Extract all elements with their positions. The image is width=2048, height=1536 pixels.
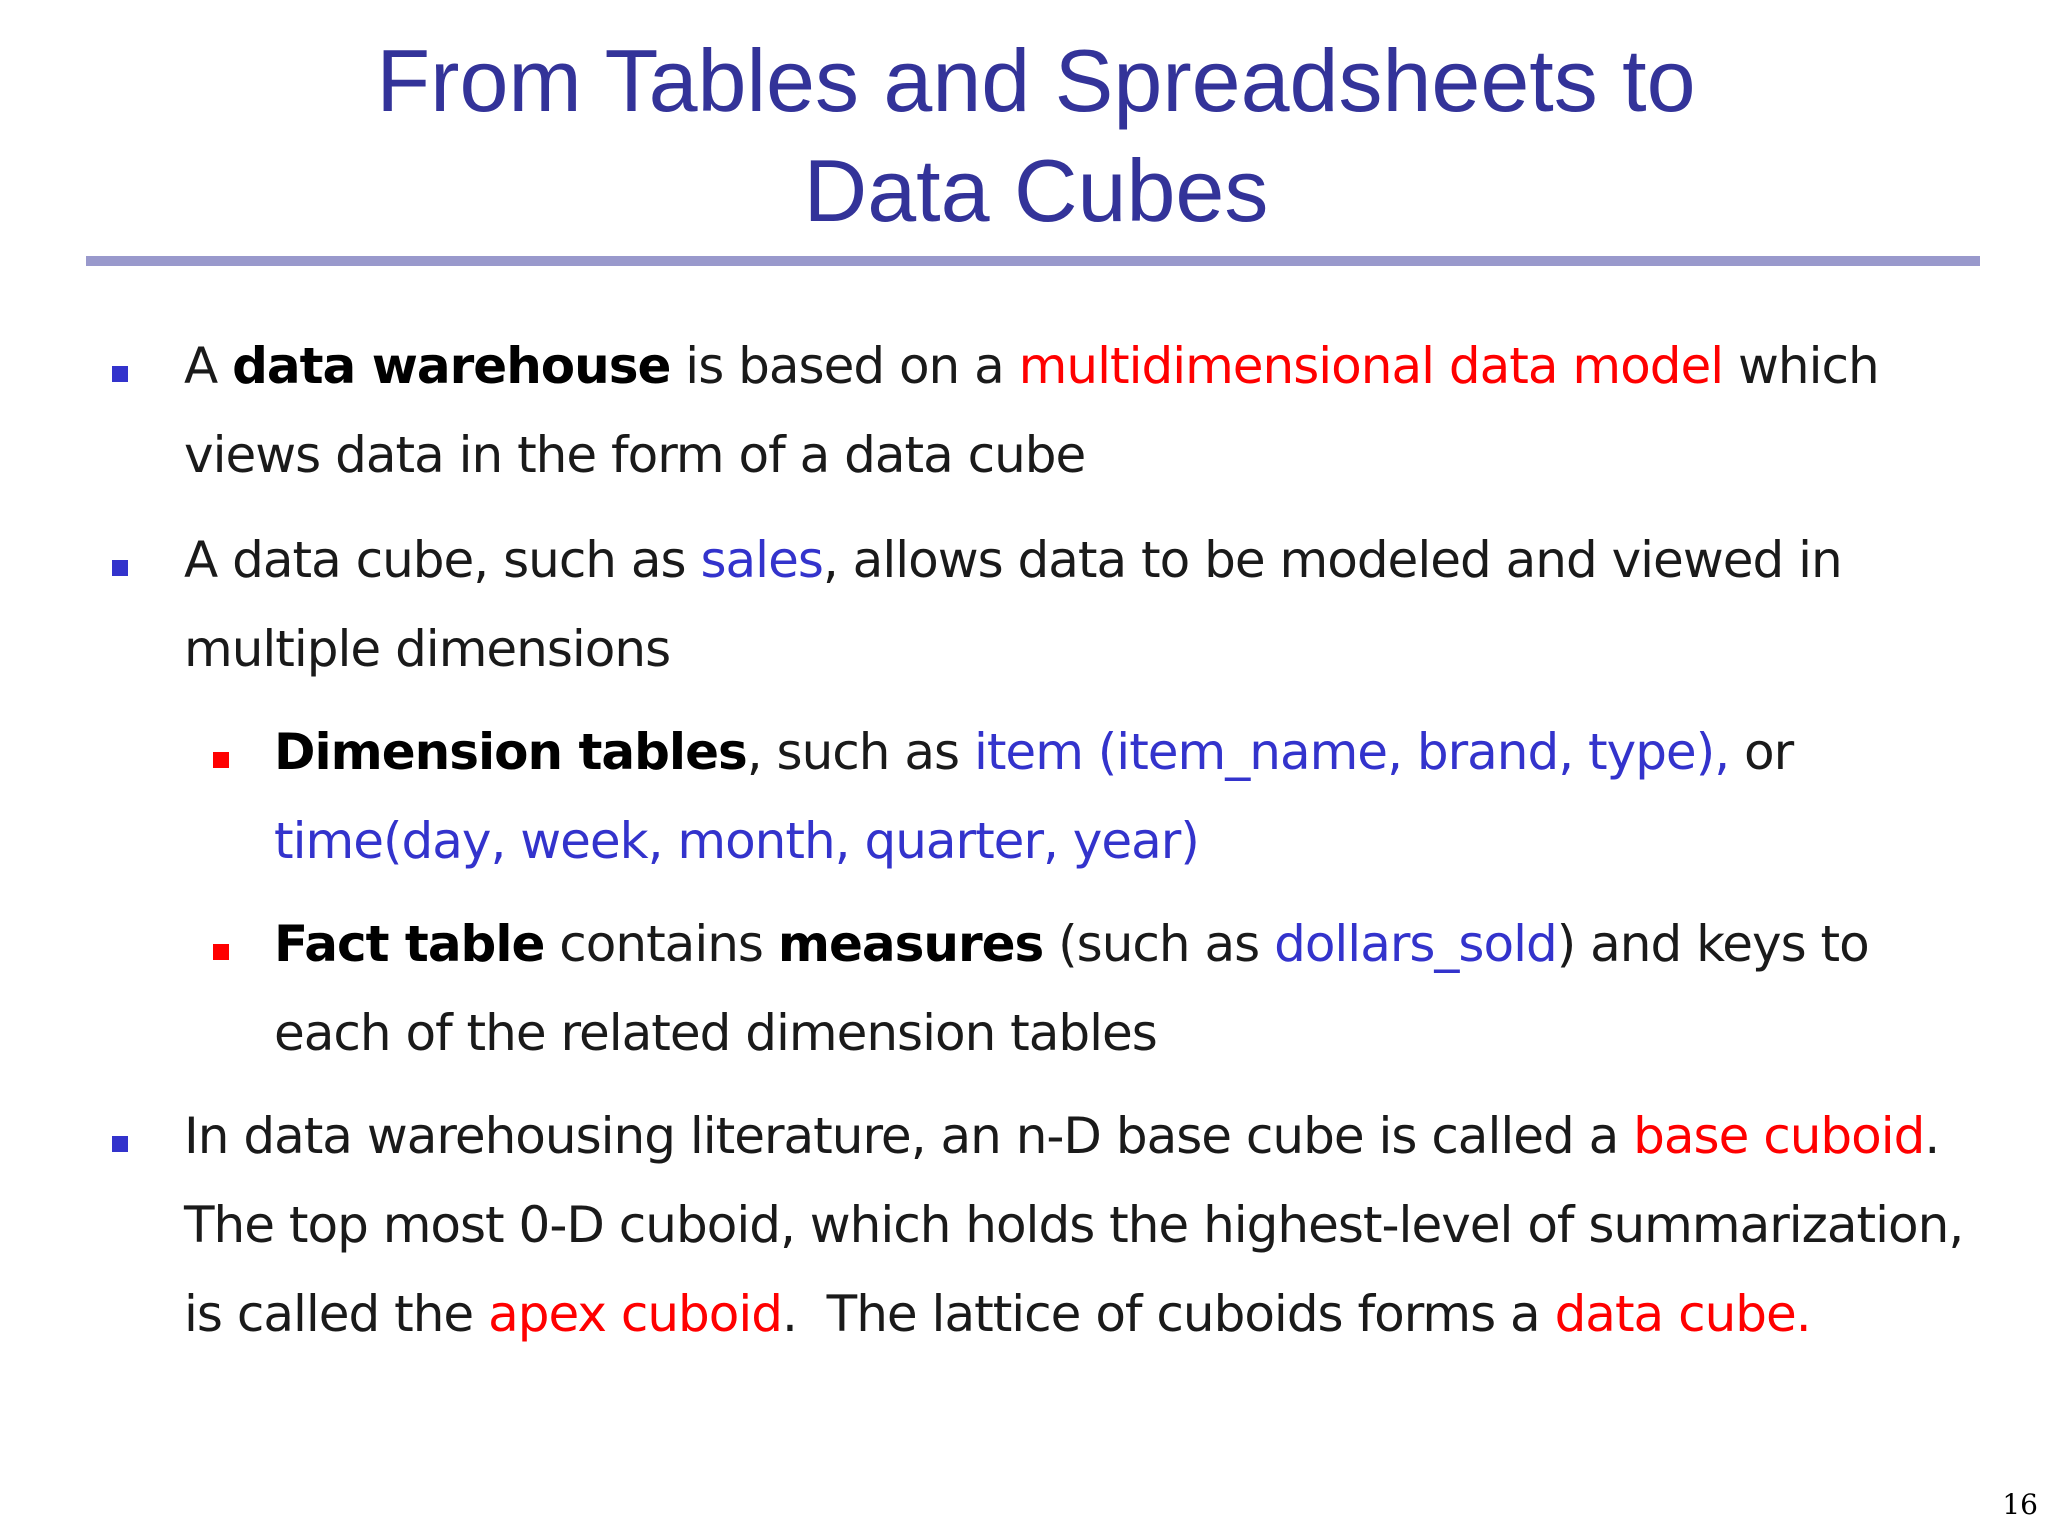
sub-bullet-marker-square — [213, 944, 229, 960]
bullet-text: or — [1729, 723, 1794, 781]
bullet-text: In data warehousing literature, an n-D base cube is called a — [184, 1107, 1634, 1165]
term-base-cuboid: base cuboid — [1633, 1107, 1925, 1165]
slide-title — [86, 26, 1986, 246]
term-measures: measures — [777, 915, 1044, 973]
term-sales: sales — [700, 531, 823, 589]
term-fact-table: Fact table — [274, 915, 545, 973]
bullet-marker-square — [112, 560, 128, 576]
bullet-text: is based on a — [670, 337, 1019, 395]
term-data-warehouse: data warehouse — [232, 337, 671, 395]
bullet-item-data-cube — [184, 516, 1974, 694]
bullet-item-data-warehouse — [184, 322, 1974, 500]
bullet-text: ) and keys to each of the related dimension tables — [274, 915, 1869, 1062]
sub-bullet-item-dimension-tables — [274, 708, 1974, 886]
bullet-text: which views data in the form of a data cube — [184, 337, 1879, 484]
example-dollars-sold: dollars_sold — [1274, 915, 1557, 973]
page-number: 16 — [2002, 1488, 2038, 1521]
title-divider — [86, 256, 1980, 266]
bullet-item-cuboids — [184, 1092, 1974, 1359]
term-dimension-tables: Dimension tables — [274, 723, 747, 781]
bullet-text: (such as — [1043, 915, 1275, 973]
example-time-dimension: time(day, week, month, quarter, year) — [274, 812, 1199, 870]
term-data-cube: data cube. — [1554, 1285, 1811, 1343]
bullet-text: . The lattice of cuboids forms a — [781, 1285, 1555, 1343]
term-apex-cuboid: apex cuboid — [488, 1285, 782, 1343]
sub-bullet-item-fact-table — [274, 900, 1974, 1078]
bullet-text: . The top most 0-D cuboid, which holds the highest-level of summarization, is called the — [184, 1107, 1964, 1343]
bullet-text: A — [184, 337, 233, 395]
term-multidimensional-data-model: multidimensional data model — [1018, 337, 1724, 395]
bullet-text: contains — [544, 915, 778, 973]
sub-bullet-marker-square — [213, 752, 229, 768]
example-item-dimension: item (item_name, brand, type), — [973, 723, 1730, 781]
slide-title-line-2: Data Cubes — [803, 141, 1269, 240]
bullet-text: , such as — [746, 723, 974, 781]
bullet-marker-square — [112, 366, 128, 382]
bullet-marker-square — [112, 1136, 128, 1152]
bullet-text: , allows data to be modeled and viewed in multiple dimensions — [184, 531, 1842, 678]
slide-title-line-1: From Tables and Spreadsheets to — [376, 31, 1696, 130]
bullet-text: A data cube, such as — [184, 531, 701, 589]
